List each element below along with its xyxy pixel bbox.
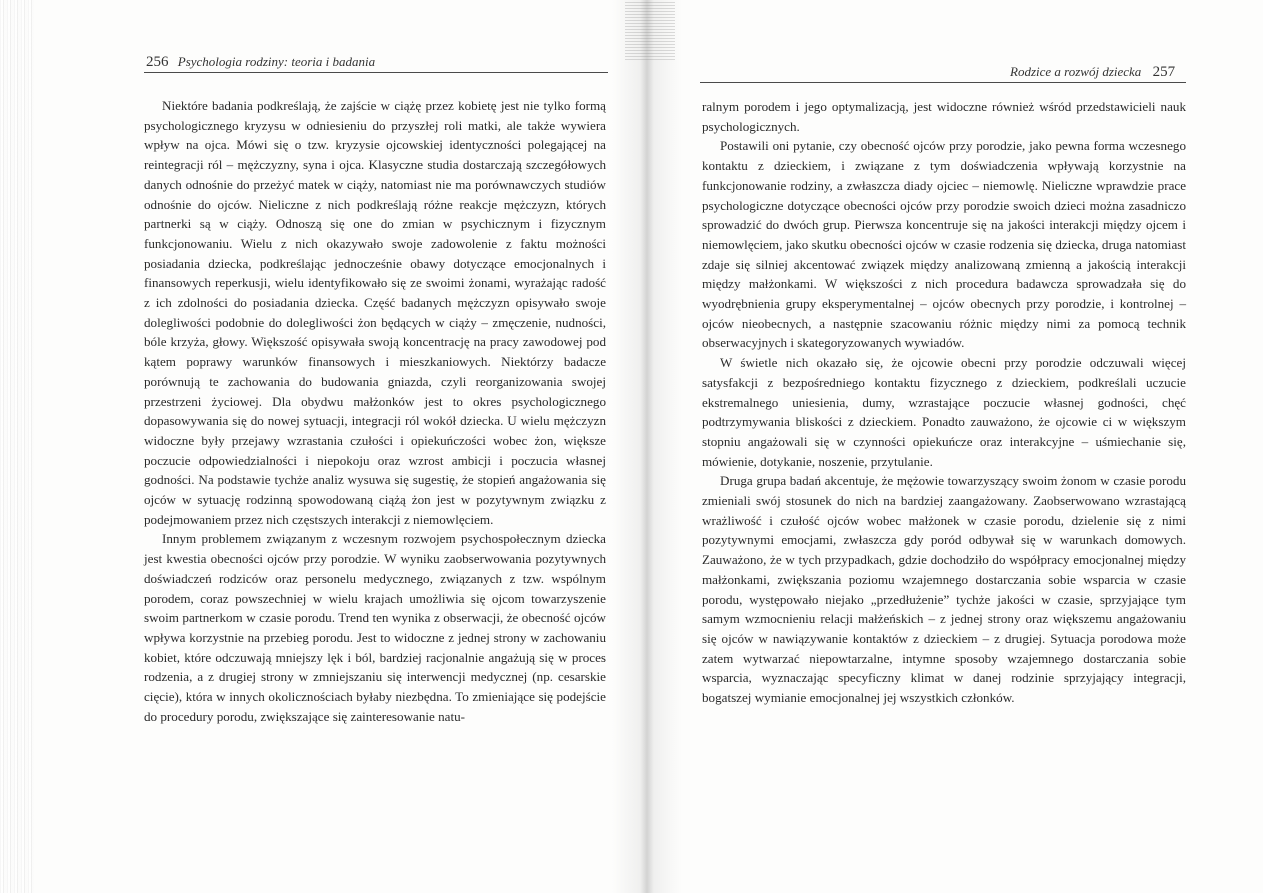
right-running-head [1010,64,1175,81]
paragraph: Niektóre badania podkreślają, że zajście w ciążę przez kobietę jest nie tylko formą psychologicznego kryzysu w odniesieniu do przyszłej roli matki, ale także wywiera wpływ na ojca. Mówi się o tzw. kryzysie ojcowskiej identyczności polegającej na reintegracji ról – mężczyzny, syna i ojca. Klasyczne studia dostarczają szczegółowych danych odnośnie do przeżyć matek w ciąży, natomiast nie ma porównawczych studiów odnośnie do ojców. Nieliczne z nich podkreślają różne reakcje mężczyzn, których partnerki są w ciąży. Odnoszą się one do zmian w psychicznym i fizycznym funkcjonowaniu. Wielu z nich okazywało swoje zadowolenie z faktu możności posiadania dziecka, podkreślając jednocześnie obawy dotyczące emocjonalnych i finansowych reperkusji, wielu identyfikowało się ze swoimi żonami, wyrażając radość z ich zdolności do posiadania dziecka. Część badanych mężczyzn opisywało swoje dolegliwości podobnie do dolegliwości żon będących w ciąży – zmęczenie, nudności, bóle krzyża, głowy. Większość opisywała swoją koncentrację na pracy zawodowej pod kątem poprawy warunków finansowych i mieszkaniowych. Niektórzy badacze porównują te zachowania do budowania gniazda, czyli reorganizowania swojej przestrzeni życiowej. Dla obydwu małżonków jest to okres psychologicznego dopasowywania się do nowej sytuacji, integracji ról wokół dziecka. U wielu mężczyzn widoczne były przejawy wzrastania czułości i opiekuńczości wobec żon, większe poczucie odpowiedzialności i niepokoju oraz wzrost ambicji i poczucia własnej godności. Na podstawie tychże analiz wysuwa się sugestię, że stopień angażowania się ojców w sytuację rodzinną spowodowaną ciążą żon jest w pozytywnym związku z podejmowaniem przez nich częstszych interakcji z niemowlęciem. [144,98,606,527]
paragraph: Druga grupa badań akcentuje, że mężowie towarzyszący swoim żonom w czasie porodu zmieniali swój stosunek do nich na bardziej zaangażowany. Zaobserwowano wzrastającą wrażliwość i czułość ojców wobec małżonek w czasie porodu, dzielenie się z nimi pozytywnymi emocjami, zwłaszcza gdy poród odbywał się w warunkach domowych. Zauważono, że w tych przypadkach, gdzie dochodziło do współpracy emocjonalnej między małżonkami, zwiększania poziomu wzajemnego dostarczania sobie wsparcia w czasie porodu, występowało niejako „przedłużenie” tychże jakości w czasie, sprzyjające tym samym wzmocnieniu relacji małżeńskich – z jednej strony oraz większemu angażowaniu się ojców w nawiązywanie kontaktów z dzieckiem – z drugiej. Sytuacja porodowa może zatem wytwarzać niepowtarzalne, intymne sposoby wzajemnego dostarczania sobie wsparcia, wyznaczając specyficzny klimat w danej rodzinie sprzyjający integracji, bogatszej wymianie emocjonalnej jej wszystkich członków. [702,473,1186,706]
gutter-shadow [625,0,675,60]
paragraph: Innym problemem związanym z wczesnym rozwojem psychospołecznym dziecka jest kwestia obecności ojców przy porodzie. W wyniku zaobserwowania pozytywnych doświadczeń rodziców oraz personelu medycznego, związanych z tzw. wspólnym porodem, coraz powszechniej w wielu krajach umożliwia się ojcom towarzyszenie swoim partnerkom w czasie porodu. Trend ten wynika z obserwacji, że obecność ojców wpływa korzystnie na przebieg porodu. Jest to widoczne z jednej strony w zachowaniu kobiet, które odczuwają mniejszy lęk i ból, bardziej racjonalnie angażują się w proces rodzenia, a z drugiej strony w zmniejszaniu się interwencji medycznej (np. cesarskie cięcie), która w innych okolicznościach byłaby niezbędna. To zmieniające się podejście do procedury porodu, zwiększające się zainteresowanie natu- [144,531,606,724]
paragraph: Postawili oni pytanie, czy obecność ojców przy porodzie, jako pewna forma wczesnego kontaktu z dzieckiem, i związane z tym doświadczenia wpływają korzystnie na funkcjonowanie rodziny, a zwłaszcza diady ojciec – niemowlę. Nieliczne wprawdzie prace psychologiczne dotyczące obecności ojców przy porodzie swoich dzieci można zasadniczo sprowadzić do dwóch grup. Pierwsza koncentruje się na jakości interakcji między ojcem i niemowlęciem, jako skutku obecności ojców w czasie rodzenia się dziecka, druga natomiast zdaje się silniej akcentować związek między analizowaną zmienną a jakością interakcji między małżonkami. W większości z nich procedura badawcza sprowadzała się do wyodrębnienia grupy eksperymentalnej – ojców obecnych przy porodzie, i kontrolnej – ojców nieobecnych, a następnie szacowaniu różnic między nimi za pomocą technik obserwacyjnych i skategoryzowanych wywiadów. [702,138,1186,351]
left-header-rule [144,72,608,73]
left-page-number: 256 [146,54,169,70]
left-page-body [144,96,606,727]
book-gutter [612,0,682,893]
scan-edge [0,0,34,893]
right-page-body [702,97,1186,708]
left-running-title: Psychologia rodziny: teoria i badania [177,54,376,69]
right-running-title: Rodzice a rozwój dziecka [1010,64,1142,79]
paragraph: ralnym porodem i jego optymalizacją, jest widoczne również wśród przedstawicieli nauk psychologicznych. [702,99,1186,134]
left-running-head [146,54,375,71]
paragraph: W świetle nich okazało się, że ojcowie obecni przy porodzie odczuwali więcej satysfakcji z bezpośredniego kontaktu fizycznego z dzieckiem, podkreślali uczucie ekstremalnego uniesienia, dumy, wzrastające poczucie własnej godności, chęć podtrzymywania bliskości z dzieckiem. Ponadto zauważono, że ojcowie ci w większym stopniu angażowali się w czynności opiekuńcze oraz interakcyjne – uśmiechanie się, mówienie, dotykanie, noszenie, przytulanie. [702,355,1186,469]
right-page-number: 257 [1152,64,1176,80]
right-header-rule [700,82,1186,83]
